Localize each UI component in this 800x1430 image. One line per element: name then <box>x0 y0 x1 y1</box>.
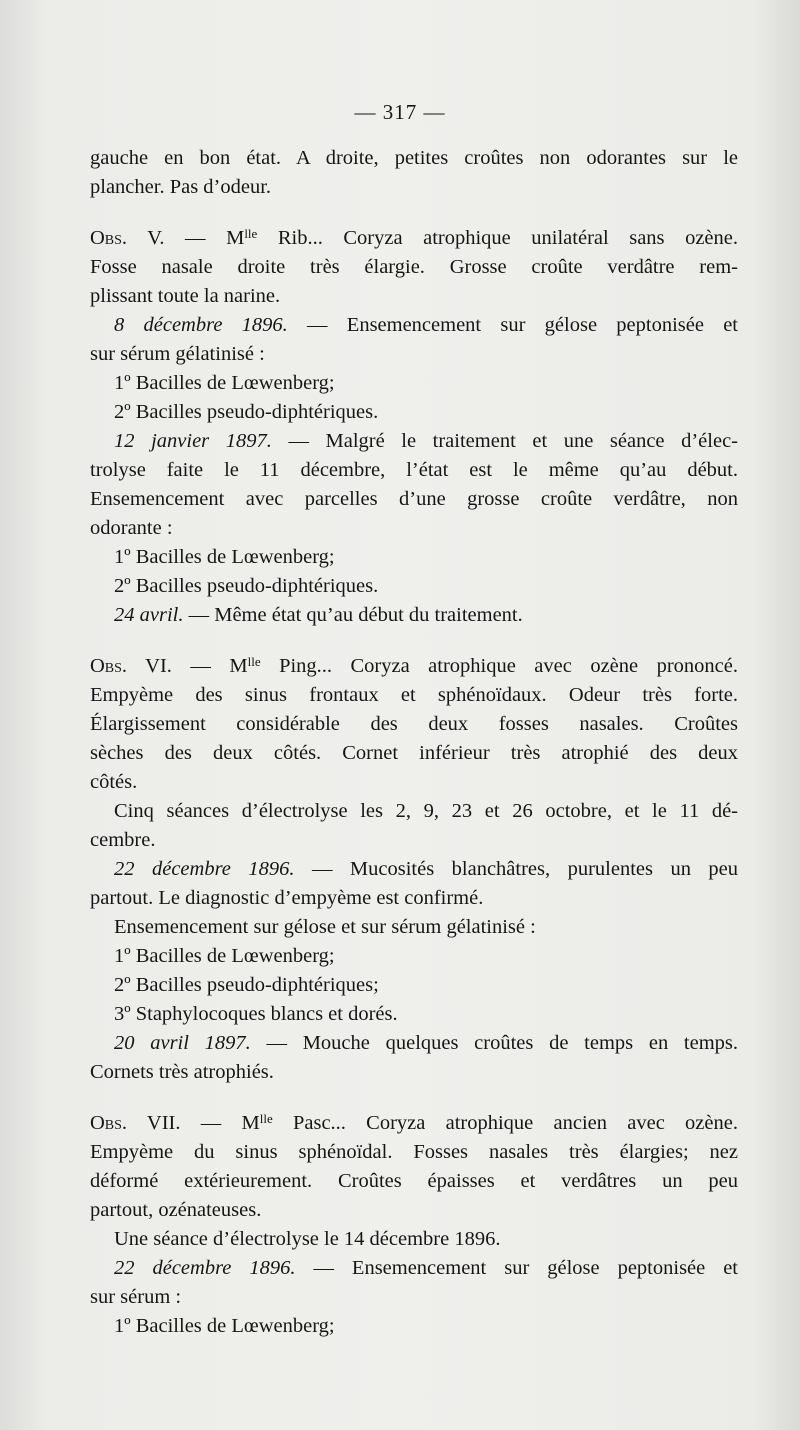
text-line: Ensemencement avec parcelles d’une grosse croûte verdâtre, non <box>90 488 738 510</box>
title-superscript: lle <box>247 654 261 669</box>
entry-text: — Ensemencement sur gélose peptonisée et <box>287 314 739 336</box>
title-superscript: lle <box>244 226 258 241</box>
observation-dash: — M <box>164 227 245 249</box>
text-line: 1º Bacilles de Lœwenberg; <box>114 1315 335 1337</box>
entry-date: 22 décembre 1896. <box>114 1257 296 1279</box>
text-line: Empyème du sinus sphénoïdal. Fosses nasales très élargies; nez <box>90 1141 738 1163</box>
entry-date: 24 avril. <box>114 604 184 626</box>
paragraph-gap <box>90 1087 738 1109</box>
text-line: sur sérum : <box>90 1286 182 1308</box>
dated-entry-line <box>90 601 738 630</box>
paragraph-gap <box>90 630 738 652</box>
page-number: — 317 — <box>354 100 446 124</box>
dated-entry-line <box>90 855 738 884</box>
text-line: déformé extérieurement. Croûtes épaisses et verdâtres un peu <box>90 1170 738 1192</box>
body-text <box>90 144 738 1341</box>
text-line: Empyème des sinus frontaux et sphénoïdaux. Odeur très forte. <box>90 684 738 706</box>
text-line: odorante : <box>90 517 173 539</box>
text-line: partout, ozénateuses. <box>90 1199 262 1221</box>
entry-text: — Mucosités blanchâtres, purulentes un peu <box>294 858 739 880</box>
entry-text: — Même état qu’au début du traitement. <box>183 604 523 626</box>
observation-text: Ping... Coryza atrophique avec ozène prononcé. <box>260 655 738 677</box>
text-line: 3º Staphylocoques blancs et dorés. <box>114 1003 398 1025</box>
paragraph-gap <box>90 202 738 224</box>
entry-date: 12 janvier 1897. <box>114 430 272 452</box>
observation-number: Obs. VI. <box>90 655 172 677</box>
observation-heading-line <box>90 224 738 253</box>
observation-number: Obs. VII. <box>90 1112 181 1134</box>
entry-date: 20 avril 1897. <box>114 1032 251 1054</box>
text-line: Cornets très atrophiés. <box>90 1061 274 1083</box>
observation-number: Obs. V. <box>90 227 165 249</box>
dated-entry-line <box>90 311 738 340</box>
text-line: plancher. Pas d’odeur. <box>90 176 272 198</box>
entry-date: 8 décembre 1896. <box>114 314 288 336</box>
text-line: sèches des deux côtés. Cornet inférieur très atrophié des deux <box>90 742 738 764</box>
text-line: 1º Bacilles de Lœwenberg; <box>114 546 335 568</box>
text-line: sur sérum gélatinisé : <box>90 343 265 365</box>
entry-text: — Mouche quelques croûtes de temps en temps. <box>250 1032 738 1054</box>
text-line: partout. Le diagnostic d’empyème est confirmé. <box>90 887 484 909</box>
text-line: trolyse faite le 11 décembre, l’état est le même qu’au début. <box>90 459 738 481</box>
text-line: 2º Bacilles pseudo-diphtériques. <box>114 575 379 597</box>
dated-entry-line <box>90 427 738 456</box>
text-line: Fosse nasale droite très élargie. Grosse croûte verdâtre rem- <box>90 256 738 278</box>
entry-text: — Malgré le traitement et une séance d’élec- <box>271 430 738 452</box>
dated-entry-line <box>90 1029 738 1058</box>
observation-dash: — M <box>171 655 248 677</box>
text-line: Ensemencement sur gélose et sur sérum gélatinisé : <box>114 916 536 938</box>
entry-date: 22 décembre 1896. <box>114 858 295 880</box>
dated-entry-line <box>90 1254 738 1283</box>
text-line: 1º Bacilles de Lœwenberg; <box>114 372 335 394</box>
observation-dash: — M <box>180 1112 260 1134</box>
text-line: Cinq séances d’électrolyse les 2, 9, 23 et 26 octobre, et le 11 dé- <box>114 800 738 822</box>
observation-heading-line <box>90 1109 738 1138</box>
observation-text: Rib... Coryza atrophique unilatéral sans ozène. <box>257 227 738 249</box>
text-line: 2º Bacilles pseudo-diphtériques. <box>114 401 379 423</box>
text-line: 2º Bacilles pseudo-diphtériques; <box>114 974 379 996</box>
observation-text: Pasc... Coryza atrophique ancien avec ozène. <box>272 1112 738 1134</box>
text-line: 1º Bacilles de Lœwenberg; <box>114 945 335 967</box>
entry-text: — Ensemencement sur gélose peptonisée et <box>295 1257 739 1279</box>
text-line: cembre. <box>90 829 156 851</box>
text-line: gauche en bon état. A droite, petites croûtes non odorantes sur le <box>90 147 738 169</box>
text-line: côtés. <box>90 771 138 793</box>
observation-heading-line <box>90 652 738 681</box>
text-line: Une séance d’électrolyse le 14 décembre 1896. <box>114 1228 501 1250</box>
title-superscript: lle <box>259 1111 273 1126</box>
text-line: Élargissement considérable des deux fosses nasales. Croûtes <box>90 713 738 735</box>
text-line: plissant toute la narine. <box>90 285 281 307</box>
